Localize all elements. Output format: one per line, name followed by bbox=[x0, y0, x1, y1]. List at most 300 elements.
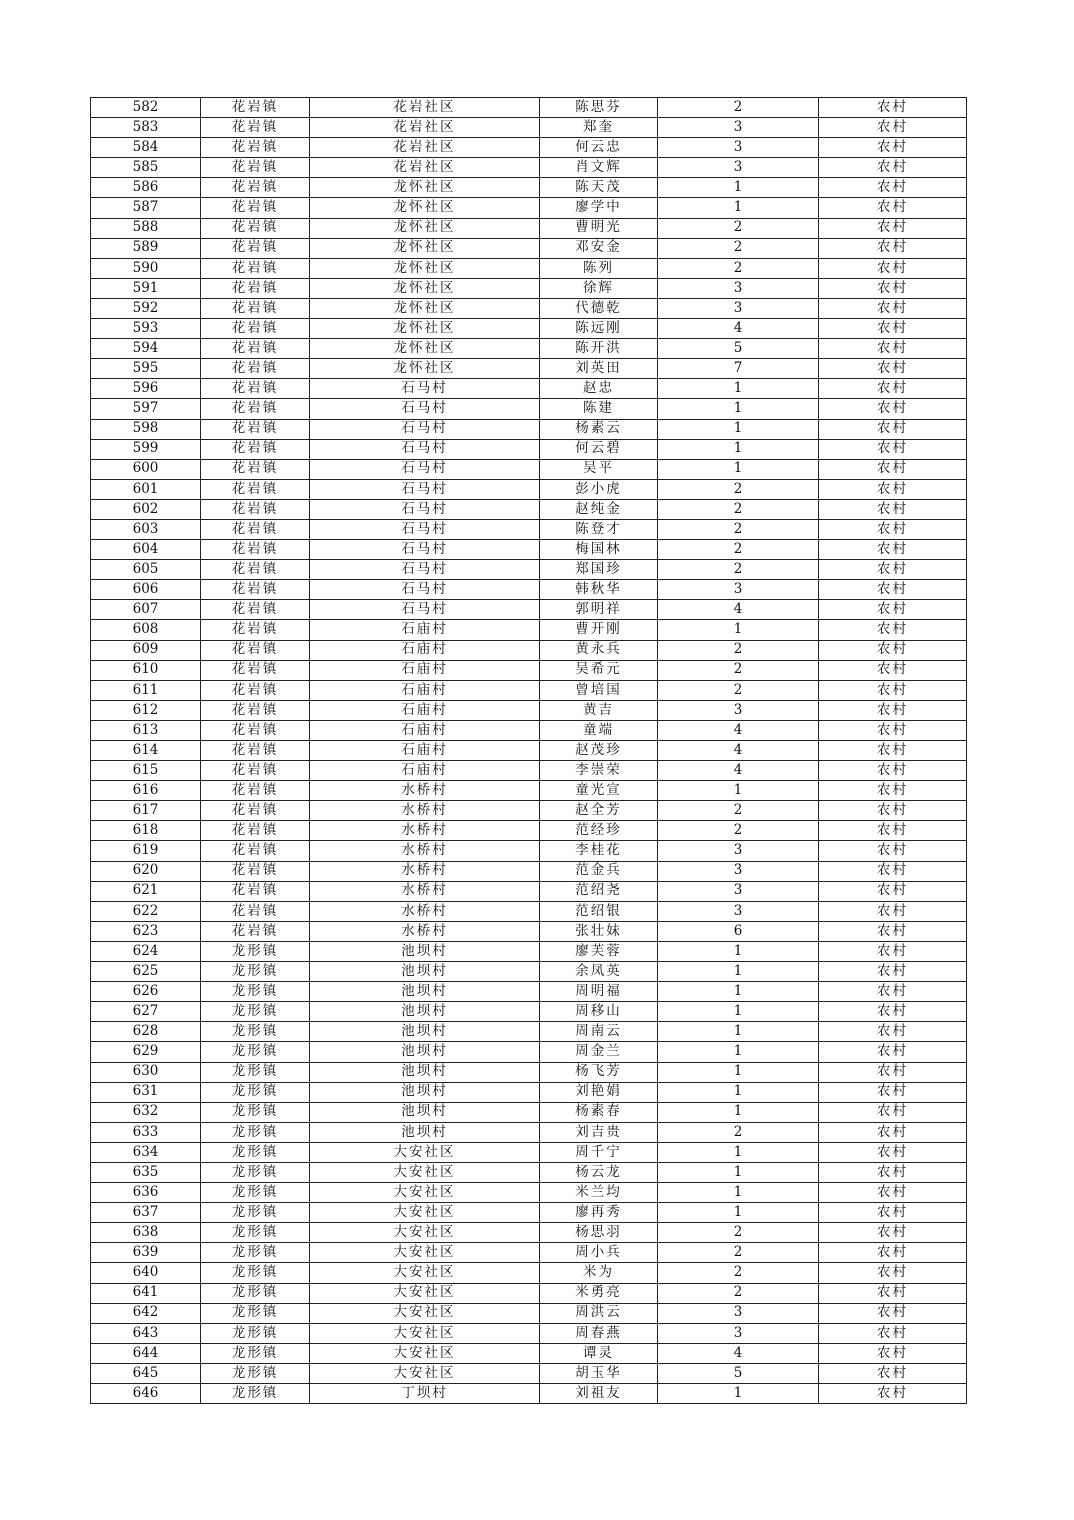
area-type-cell: 农村 bbox=[819, 801, 967, 821]
household-size-cell: 2 bbox=[658, 479, 819, 499]
name-cell: 廖芙蓉 bbox=[540, 941, 658, 961]
serial-number-cell: 616 bbox=[91, 781, 201, 801]
town-cell: 龙形镇 bbox=[201, 962, 310, 982]
name-cell: 杨思羽 bbox=[540, 1223, 658, 1243]
household-size-cell: 1 bbox=[658, 1082, 819, 1102]
name-cell: 陈思芬 bbox=[540, 98, 658, 118]
name-cell: 韩秋华 bbox=[540, 580, 658, 600]
area-type-cell: 农村 bbox=[819, 399, 967, 419]
name-cell: 周春燕 bbox=[540, 1323, 658, 1343]
town-cell: 花岩镇 bbox=[201, 198, 310, 218]
area-type-cell: 农村 bbox=[819, 921, 967, 941]
household-size-cell: 4 bbox=[658, 761, 819, 781]
table-row bbox=[91, 1363, 967, 1383]
town-cell: 龙形镇 bbox=[201, 1002, 310, 1022]
town-cell: 花岩镇 bbox=[201, 138, 310, 158]
table-body bbox=[91, 98, 967, 1404]
serial-number-cell: 601 bbox=[91, 479, 201, 499]
town-cell: 花岩镇 bbox=[201, 319, 310, 339]
area-type-cell: 农村 bbox=[819, 319, 967, 339]
name-cell: 黄永兵 bbox=[540, 640, 658, 660]
town-cell: 花岩镇 bbox=[201, 359, 310, 379]
village-cell: 石庙村 bbox=[310, 700, 540, 720]
household-size-cell: 2 bbox=[658, 499, 819, 519]
area-type-cell: 农村 bbox=[819, 580, 967, 600]
village-cell: 龙怀社区 bbox=[310, 359, 540, 379]
area-type-cell: 农村 bbox=[819, 680, 967, 700]
name-cell: 肖文辉 bbox=[540, 158, 658, 178]
household-size-cell: 2 bbox=[658, 1223, 819, 1243]
town-cell: 花岩镇 bbox=[201, 258, 310, 278]
area-type-cell: 农村 bbox=[819, 941, 967, 961]
village-cell: 池坝村 bbox=[310, 1122, 540, 1142]
household-size-cell: 2 bbox=[658, 519, 819, 539]
table-row bbox=[91, 1162, 967, 1182]
table-row bbox=[91, 459, 967, 479]
area-type-cell: 农村 bbox=[819, 1323, 967, 1343]
serial-number-cell: 593 bbox=[91, 319, 201, 339]
village-cell: 花岩社区 bbox=[310, 158, 540, 178]
household-size-cell: 3 bbox=[658, 118, 819, 138]
village-cell: 水桥村 bbox=[310, 901, 540, 921]
household-size-cell: 5 bbox=[658, 1363, 819, 1383]
name-cell: 周千宁 bbox=[540, 1142, 658, 1162]
town-cell: 花岩镇 bbox=[201, 118, 310, 138]
area-type-cell: 农村 bbox=[819, 278, 967, 298]
name-cell: 赵忠 bbox=[540, 379, 658, 399]
town-cell: 花岩镇 bbox=[201, 479, 310, 499]
area-type-cell: 农村 bbox=[819, 238, 967, 258]
table-row bbox=[91, 1384, 967, 1404]
town-cell: 龙形镇 bbox=[201, 1263, 310, 1283]
table-row bbox=[91, 821, 967, 841]
table-row bbox=[91, 982, 967, 1002]
table-row bbox=[91, 1243, 967, 1263]
village-cell: 龙怀社区 bbox=[310, 298, 540, 318]
name-cell: 李崇荣 bbox=[540, 761, 658, 781]
serial-number-cell: 622 bbox=[91, 901, 201, 921]
area-type-cell: 农村 bbox=[819, 339, 967, 359]
serial-number-cell: 612 bbox=[91, 700, 201, 720]
household-size-cell: 2 bbox=[658, 1122, 819, 1142]
area-type-cell: 农村 bbox=[819, 1082, 967, 1102]
village-cell: 花岩社区 bbox=[310, 138, 540, 158]
serial-number-cell: 600 bbox=[91, 459, 201, 479]
area-type-cell: 农村 bbox=[819, 1142, 967, 1162]
area-type-cell: 农村 bbox=[819, 298, 967, 318]
household-size-cell: 2 bbox=[658, 540, 819, 560]
serial-number-cell: 646 bbox=[91, 1384, 201, 1404]
name-cell: 陈远刚 bbox=[540, 319, 658, 339]
town-cell: 龙形镇 bbox=[201, 1162, 310, 1182]
village-cell: 大安社区 bbox=[310, 1323, 540, 1343]
serial-number-cell: 584 bbox=[91, 138, 201, 158]
village-cell: 石庙村 bbox=[310, 660, 540, 680]
area-type-cell: 农村 bbox=[819, 479, 967, 499]
village-cell: 龙怀社区 bbox=[310, 278, 540, 298]
household-size-cell: 1 bbox=[658, 1002, 819, 1022]
name-cell: 周金兰 bbox=[540, 1042, 658, 1062]
serial-number-cell: 631 bbox=[91, 1082, 201, 1102]
village-cell: 大安社区 bbox=[310, 1303, 540, 1323]
area-type-cell: 农村 bbox=[819, 720, 967, 740]
serial-number-cell: 594 bbox=[91, 339, 201, 359]
serial-number-cell: 638 bbox=[91, 1223, 201, 1243]
village-cell: 大安社区 bbox=[310, 1363, 540, 1383]
table-row bbox=[91, 741, 967, 761]
area-type-cell: 农村 bbox=[819, 1303, 967, 1323]
village-cell: 石马村 bbox=[310, 560, 540, 580]
table-row bbox=[91, 881, 967, 901]
village-cell: 龙怀社区 bbox=[310, 339, 540, 359]
name-cell: 周移山 bbox=[540, 1002, 658, 1022]
table-row bbox=[91, 499, 967, 519]
serial-number-cell: 599 bbox=[91, 439, 201, 459]
table-row bbox=[91, 399, 967, 419]
serial-number-cell: 624 bbox=[91, 941, 201, 961]
town-cell: 花岩镇 bbox=[201, 540, 310, 560]
area-type-cell: 农村 bbox=[819, 1223, 967, 1243]
serial-number-cell: 592 bbox=[91, 298, 201, 318]
name-cell: 周南云 bbox=[540, 1022, 658, 1042]
table-row bbox=[91, 278, 967, 298]
town-cell: 花岩镇 bbox=[201, 620, 310, 640]
town-cell: 花岩镇 bbox=[201, 781, 310, 801]
household-table bbox=[90, 97, 967, 1404]
village-cell: 石庙村 bbox=[310, 680, 540, 700]
serial-number-cell: 640 bbox=[91, 1263, 201, 1283]
town-cell: 花岩镇 bbox=[201, 519, 310, 539]
serial-number-cell: 634 bbox=[91, 1142, 201, 1162]
town-cell: 龙形镇 bbox=[201, 1102, 310, 1122]
name-cell: 米为 bbox=[540, 1263, 658, 1283]
name-cell: 徐辉 bbox=[540, 278, 658, 298]
town-cell: 花岩镇 bbox=[201, 379, 310, 399]
town-cell: 龙形镇 bbox=[201, 1323, 310, 1343]
village-cell: 石马村 bbox=[310, 399, 540, 419]
town-cell: 花岩镇 bbox=[201, 499, 310, 519]
town-cell: 花岩镇 bbox=[201, 801, 310, 821]
area-type-cell: 农村 bbox=[819, 1002, 967, 1022]
village-cell: 水桥村 bbox=[310, 841, 540, 861]
household-size-cell: 3 bbox=[658, 861, 819, 881]
village-cell: 大安社区 bbox=[310, 1183, 540, 1203]
household-size-cell: 2 bbox=[658, 801, 819, 821]
name-cell: 何云忠 bbox=[540, 138, 658, 158]
village-cell: 大安社区 bbox=[310, 1142, 540, 1162]
town-cell: 龙形镇 bbox=[201, 1183, 310, 1203]
area-type-cell: 农村 bbox=[819, 781, 967, 801]
town-cell: 花岩镇 bbox=[201, 680, 310, 700]
area-type-cell: 农村 bbox=[819, 1162, 967, 1182]
name-cell: 吴希元 bbox=[540, 660, 658, 680]
household-size-cell: 2 bbox=[658, 640, 819, 660]
name-cell: 郑奎 bbox=[540, 118, 658, 138]
household-size-cell: 1 bbox=[658, 781, 819, 801]
area-type-cell: 农村 bbox=[819, 620, 967, 640]
area-type-cell: 农村 bbox=[819, 1363, 967, 1383]
village-cell: 水桥村 bbox=[310, 801, 540, 821]
village-cell: 水桥村 bbox=[310, 921, 540, 941]
name-cell: 彭小虎 bbox=[540, 479, 658, 499]
table-row bbox=[91, 962, 967, 982]
name-cell: 吴平 bbox=[540, 459, 658, 479]
household-size-cell: 1 bbox=[658, 198, 819, 218]
household-size-cell: 4 bbox=[658, 741, 819, 761]
household-size-cell: 3 bbox=[658, 881, 819, 901]
town-cell: 花岩镇 bbox=[201, 560, 310, 580]
serial-number-cell: 642 bbox=[91, 1303, 201, 1323]
serial-number-cell: 597 bbox=[91, 399, 201, 419]
town-cell: 龙形镇 bbox=[201, 1303, 310, 1323]
area-type-cell: 农村 bbox=[819, 1384, 967, 1404]
serial-number-cell: 605 bbox=[91, 560, 201, 580]
area-type-cell: 农村 bbox=[819, 118, 967, 138]
serial-number-cell: 602 bbox=[91, 499, 201, 519]
town-cell: 花岩镇 bbox=[201, 419, 310, 439]
town-cell: 花岩镇 bbox=[201, 660, 310, 680]
name-cell: 米勇亮 bbox=[540, 1283, 658, 1303]
serial-number-cell: 582 bbox=[91, 98, 201, 118]
name-cell: 代德乾 bbox=[540, 298, 658, 318]
village-cell: 石庙村 bbox=[310, 620, 540, 640]
village-cell: 石庙村 bbox=[310, 741, 540, 761]
village-cell: 石马村 bbox=[310, 519, 540, 539]
town-cell: 花岩镇 bbox=[201, 459, 310, 479]
table-row bbox=[91, 861, 967, 881]
household-size-cell: 3 bbox=[658, 901, 819, 921]
household-size-cell: 2 bbox=[658, 821, 819, 841]
town-cell: 花岩镇 bbox=[201, 901, 310, 921]
serial-number-cell: 628 bbox=[91, 1022, 201, 1042]
household-size-cell: 1 bbox=[658, 1162, 819, 1182]
household-size-cell: 2 bbox=[658, 560, 819, 580]
name-cell: 陈开洪 bbox=[540, 339, 658, 359]
name-cell: 范绍尧 bbox=[540, 881, 658, 901]
serial-number-cell: 610 bbox=[91, 660, 201, 680]
table-row bbox=[91, 298, 967, 318]
village-cell: 龙怀社区 bbox=[310, 319, 540, 339]
town-cell: 花岩镇 bbox=[201, 158, 310, 178]
household-size-cell: 2 bbox=[658, 680, 819, 700]
household-size-cell: 2 bbox=[658, 258, 819, 278]
household-size-cell: 1 bbox=[658, 1183, 819, 1203]
table-row bbox=[91, 901, 967, 921]
village-cell: 水桥村 bbox=[310, 821, 540, 841]
town-cell: 龙形镇 bbox=[201, 941, 310, 961]
table-row bbox=[91, 1062, 967, 1082]
name-cell: 余凤英 bbox=[540, 962, 658, 982]
village-cell: 池坝村 bbox=[310, 1062, 540, 1082]
table-row bbox=[91, 680, 967, 700]
table-row bbox=[91, 1263, 967, 1283]
name-cell: 杨素春 bbox=[540, 1102, 658, 1122]
name-cell: 周明福 bbox=[540, 982, 658, 1002]
town-cell: 花岩镇 bbox=[201, 238, 310, 258]
village-cell: 池坝村 bbox=[310, 1042, 540, 1062]
serial-number-cell: 632 bbox=[91, 1102, 201, 1122]
area-type-cell: 农村 bbox=[819, 700, 967, 720]
town-cell: 花岩镇 bbox=[201, 178, 310, 198]
table-row bbox=[91, 921, 967, 941]
table-row bbox=[91, 761, 967, 781]
household-size-cell: 1 bbox=[658, 1062, 819, 1082]
name-cell: 廖学中 bbox=[540, 198, 658, 218]
village-cell: 石庙村 bbox=[310, 640, 540, 660]
name-cell: 刘祖友 bbox=[540, 1384, 658, 1404]
table-row bbox=[91, 1223, 967, 1243]
area-type-cell: 农村 bbox=[819, 560, 967, 580]
area-type-cell: 农村 bbox=[819, 821, 967, 841]
name-cell: 黄吉 bbox=[540, 700, 658, 720]
name-cell: 童端 bbox=[540, 720, 658, 740]
serial-number-cell: 613 bbox=[91, 720, 201, 740]
village-cell: 龙怀社区 bbox=[310, 258, 540, 278]
serial-number-cell: 598 bbox=[91, 419, 201, 439]
name-cell: 杨素云 bbox=[540, 419, 658, 439]
town-cell: 花岩镇 bbox=[201, 339, 310, 359]
table-row bbox=[91, 781, 967, 801]
village-cell: 水桥村 bbox=[310, 881, 540, 901]
table-row bbox=[91, 620, 967, 640]
serial-number-cell: 615 bbox=[91, 761, 201, 781]
household-size-cell: 2 bbox=[658, 1283, 819, 1303]
area-type-cell: 农村 bbox=[819, 1203, 967, 1223]
town-cell: 花岩镇 bbox=[201, 821, 310, 841]
village-cell: 池坝村 bbox=[310, 1002, 540, 1022]
name-cell: 陈天茂 bbox=[540, 178, 658, 198]
area-type-cell: 农村 bbox=[819, 359, 967, 379]
area-type-cell: 农村 bbox=[819, 841, 967, 861]
town-cell: 龙形镇 bbox=[201, 1384, 310, 1404]
village-cell: 石马村 bbox=[310, 479, 540, 499]
village-cell: 水桥村 bbox=[310, 781, 540, 801]
table-row bbox=[91, 158, 967, 178]
name-cell: 范经珍 bbox=[540, 821, 658, 841]
area-type-cell: 农村 bbox=[819, 519, 967, 539]
village-cell: 丁坝村 bbox=[310, 1384, 540, 1404]
town-cell: 花岩镇 bbox=[201, 278, 310, 298]
household-size-cell: 3 bbox=[658, 580, 819, 600]
serial-number-cell: 619 bbox=[91, 841, 201, 861]
table-row bbox=[91, 560, 967, 580]
name-cell: 陈登才 bbox=[540, 519, 658, 539]
serial-number-cell: 621 bbox=[91, 881, 201, 901]
name-cell: 范绍银 bbox=[540, 901, 658, 921]
village-cell: 石马村 bbox=[310, 459, 540, 479]
serial-number-cell: 637 bbox=[91, 1203, 201, 1223]
serial-number-cell: 583 bbox=[91, 118, 201, 138]
table-row bbox=[91, 519, 967, 539]
serial-number-cell: 627 bbox=[91, 1002, 201, 1022]
area-type-cell: 农村 bbox=[819, 158, 967, 178]
village-cell: 池坝村 bbox=[310, 1102, 540, 1122]
village-cell: 池坝村 bbox=[310, 982, 540, 1002]
household-size-cell: 2 bbox=[658, 1243, 819, 1263]
town-cell: 花岩镇 bbox=[201, 399, 310, 419]
serial-number-cell: 633 bbox=[91, 1122, 201, 1142]
name-cell: 梅国林 bbox=[540, 540, 658, 560]
town-cell: 龙形镇 bbox=[201, 1062, 310, 1082]
area-type-cell: 农村 bbox=[819, 218, 967, 238]
serial-number-cell: 603 bbox=[91, 519, 201, 539]
table-row bbox=[91, 600, 967, 620]
area-type-cell: 农村 bbox=[819, 881, 967, 901]
serial-number-cell: 607 bbox=[91, 600, 201, 620]
table-row bbox=[91, 700, 967, 720]
serial-number-cell: 626 bbox=[91, 982, 201, 1002]
town-cell: 花岩镇 bbox=[201, 700, 310, 720]
name-cell: 曹开刚 bbox=[540, 620, 658, 640]
table-row bbox=[91, 339, 967, 359]
village-cell: 石马村 bbox=[310, 499, 540, 519]
village-cell: 大安社区 bbox=[310, 1162, 540, 1182]
household-size-cell: 3 bbox=[658, 1303, 819, 1323]
name-cell: 李桂花 bbox=[540, 841, 658, 861]
village-cell: 池坝村 bbox=[310, 1082, 540, 1102]
village-cell: 花岩社区 bbox=[310, 118, 540, 138]
town-cell: 龙形镇 bbox=[201, 1122, 310, 1142]
name-cell: 刘艳娟 bbox=[540, 1082, 658, 1102]
area-type-cell: 农村 bbox=[819, 98, 967, 118]
town-cell: 花岩镇 bbox=[201, 98, 310, 118]
town-cell: 龙形镇 bbox=[201, 1082, 310, 1102]
area-type-cell: 农村 bbox=[819, 1062, 967, 1082]
area-type-cell: 农村 bbox=[819, 459, 967, 479]
serial-number-cell: 586 bbox=[91, 178, 201, 198]
household-size-cell: 1 bbox=[658, 178, 819, 198]
village-cell: 石马村 bbox=[310, 439, 540, 459]
household-size-cell: 4 bbox=[658, 1343, 819, 1363]
household-size-cell: 3 bbox=[658, 700, 819, 720]
table-row bbox=[91, 1122, 967, 1142]
table-row bbox=[91, 238, 967, 258]
serial-number-cell: 644 bbox=[91, 1343, 201, 1363]
serial-number-cell: 614 bbox=[91, 741, 201, 761]
name-cell: 曾培国 bbox=[540, 680, 658, 700]
town-cell: 花岩镇 bbox=[201, 218, 310, 238]
serial-number-cell: 641 bbox=[91, 1283, 201, 1303]
name-cell: 刘吉贵 bbox=[540, 1122, 658, 1142]
area-type-cell: 农村 bbox=[819, 379, 967, 399]
area-type-cell: 农村 bbox=[819, 1283, 967, 1303]
town-cell: 花岩镇 bbox=[201, 841, 310, 861]
table-row bbox=[91, 1022, 967, 1042]
table-row bbox=[91, 1082, 967, 1102]
area-type-cell: 农村 bbox=[819, 419, 967, 439]
village-cell: 石庙村 bbox=[310, 720, 540, 740]
serial-number-cell: 585 bbox=[91, 158, 201, 178]
town-cell: 花岩镇 bbox=[201, 741, 310, 761]
town-cell: 花岩镇 bbox=[201, 881, 310, 901]
table-row bbox=[91, 1283, 967, 1303]
area-type-cell: 农村 bbox=[819, 439, 967, 459]
serial-number-cell: 643 bbox=[91, 1323, 201, 1343]
serial-number-cell: 588 bbox=[91, 218, 201, 238]
household-size-cell: 1 bbox=[658, 1203, 819, 1223]
serial-number-cell: 587 bbox=[91, 198, 201, 218]
town-cell: 花岩镇 bbox=[201, 921, 310, 941]
area-type-cell: 农村 bbox=[819, 741, 967, 761]
serial-number-cell: 596 bbox=[91, 379, 201, 399]
area-type-cell: 农村 bbox=[819, 660, 967, 680]
village-cell: 大安社区 bbox=[310, 1203, 540, 1223]
household-size-cell: 2 bbox=[658, 1263, 819, 1283]
area-type-cell: 农村 bbox=[819, 761, 967, 781]
name-cell: 周洪云 bbox=[540, 1303, 658, 1323]
household-size-cell: 7 bbox=[658, 359, 819, 379]
town-cell: 花岩镇 bbox=[201, 720, 310, 740]
